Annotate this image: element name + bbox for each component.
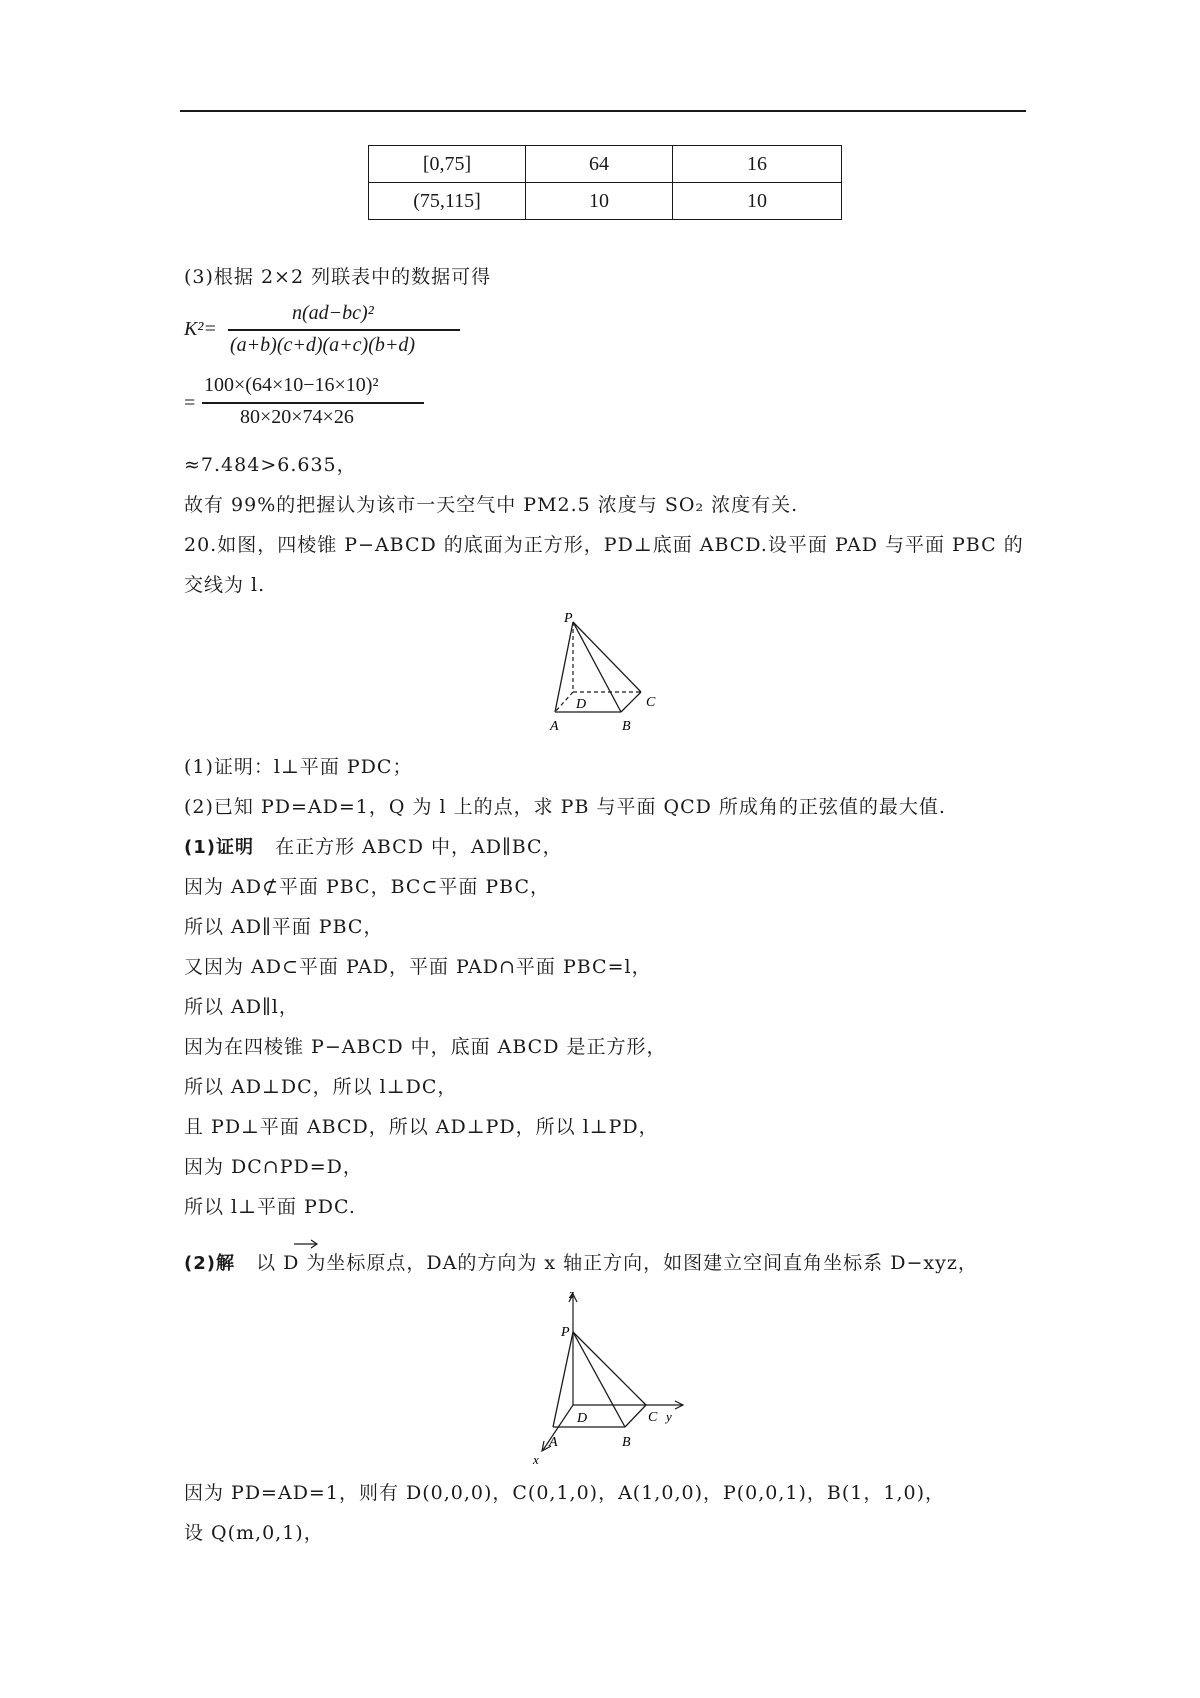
k2-denominator: (a+b)(c+d)(a+c)(b+d) [230,334,416,356]
label-b: B [622,719,631,734]
edge-bc [625,1405,646,1427]
proof-line: 所以 AD⊥DC，所以 l⊥DC， [184,1076,458,1098]
label-p: P [561,1325,570,1340]
label-p: P [564,611,573,626]
edge-pa [555,622,573,712]
k2-formula [184,300,464,360]
contingency-table [368,145,842,220]
proof-line: 且 PD⊥平面 ABCD，所以 AD⊥PD，所以 l⊥PD， [184,1116,659,1138]
table-cell: 64 [526,146,673,183]
k2-lhs: K²= [184,318,217,340]
edge-pa [553,1332,573,1427]
question-1: (1)证明：l⊥平面 PDC； [184,756,413,778]
problem-20-line1: 20.如图，四棱锥 P−ABCD 的底面为正方形，PD⊥底面 ABCD.设平面 PAD 与平面 PBC 的 [184,534,1024,556]
proof-line: 又因为 AD⊂平面 PAD，平面 PAD∩平面 PBC=l， [184,956,652,978]
label-b: B [622,1435,631,1450]
proof-line: 所以 AD∥l， [184,996,299,1018]
solution3-intro: (3)根据 2×2 列联表中的数据可得 [184,266,492,288]
table-cell: (75,115] [369,183,526,220]
proof-line: 因为在四棱锥 P−ABCD 中，底面 ABCD 是正方形， [184,1036,667,1058]
table-row [369,146,842,183]
proof-line-1: (1)证明 在正方形 ABCD 中，AD∥BC， [184,836,563,858]
edge-pc [573,622,641,692]
value-numerator: 100×(64×10−16×10)² [204,374,379,396]
coords-line-1: 因为 PD=AD=1，则有 D(0,0,0)，C(0,1,0)，A(1,0,0)，P(0,0,1)，B(1，1,0)， [184,1482,946,1504]
label-z: z [569,1290,575,1301]
table-cell: [0,75] [369,146,526,183]
proof-line: 所以 AD∥平面 PBC， [184,916,384,938]
label-a: A [550,719,559,734]
approx-line: ≈7.484>6.635， [184,454,357,476]
label-a: A [549,1435,558,1450]
label-c: C [646,695,656,710]
k2-value-formula [184,372,444,432]
table-cell: 16 [673,146,842,183]
table-cell: 10 [526,183,673,220]
label-x: x [533,1452,539,1467]
edge-pc [573,1332,646,1405]
proof-heading: (1)证明 [184,837,254,858]
value-denominator: 80×20×74×26 [240,406,354,428]
k2-numerator: n(ad−bc)² [292,302,374,324]
pyramid-figure [540,608,680,738]
label-d: D [576,697,587,712]
header-rule [180,110,1026,112]
coords-line-2: 设 Q(m,0,1)， [184,1522,324,1544]
edge-bc [621,692,641,712]
conclusion-line: 故有 99%的把握认为该市一天空气中 PM2.5 浓度与 SO₂ 浓度有关. [184,494,799,516]
fraction-bar [202,402,424,404]
label-y: y [666,1409,672,1424]
question-2: (2)已知 PD=AD=1，Q 为 l 上的点，求 PB 与平面 QCD 所成角的正弦值的最大值. [184,796,946,818]
solution-2-line: (2)解 以 D 为坐标原点，DA的方向为 x 轴正方向，如图建立空间直角坐标系 D−xyz， [184,1252,978,1274]
proof-line: 因为 AD⊄平面 PBC，BC⊂平面 PBC， [184,876,551,898]
problem-20-line2: 交线为 l. [184,574,266,596]
edge-da [555,692,573,712]
vector-arrow-icon [292,1238,320,1250]
proof-line: 因为 DC∩PD=D， [184,1156,363,1178]
proof-line: 所以 l⊥平面 PDC. [184,1196,356,1218]
equals-sign: = [184,392,196,414]
fraction-bar [228,329,460,331]
table-cell: 10 [673,183,842,220]
solution-heading: (2)解 [184,1253,235,1274]
label-c: C [648,1410,658,1425]
table-row [369,183,842,220]
label-d: D [577,1411,588,1426]
coordinate-pyramid-figure [525,1290,695,1470]
